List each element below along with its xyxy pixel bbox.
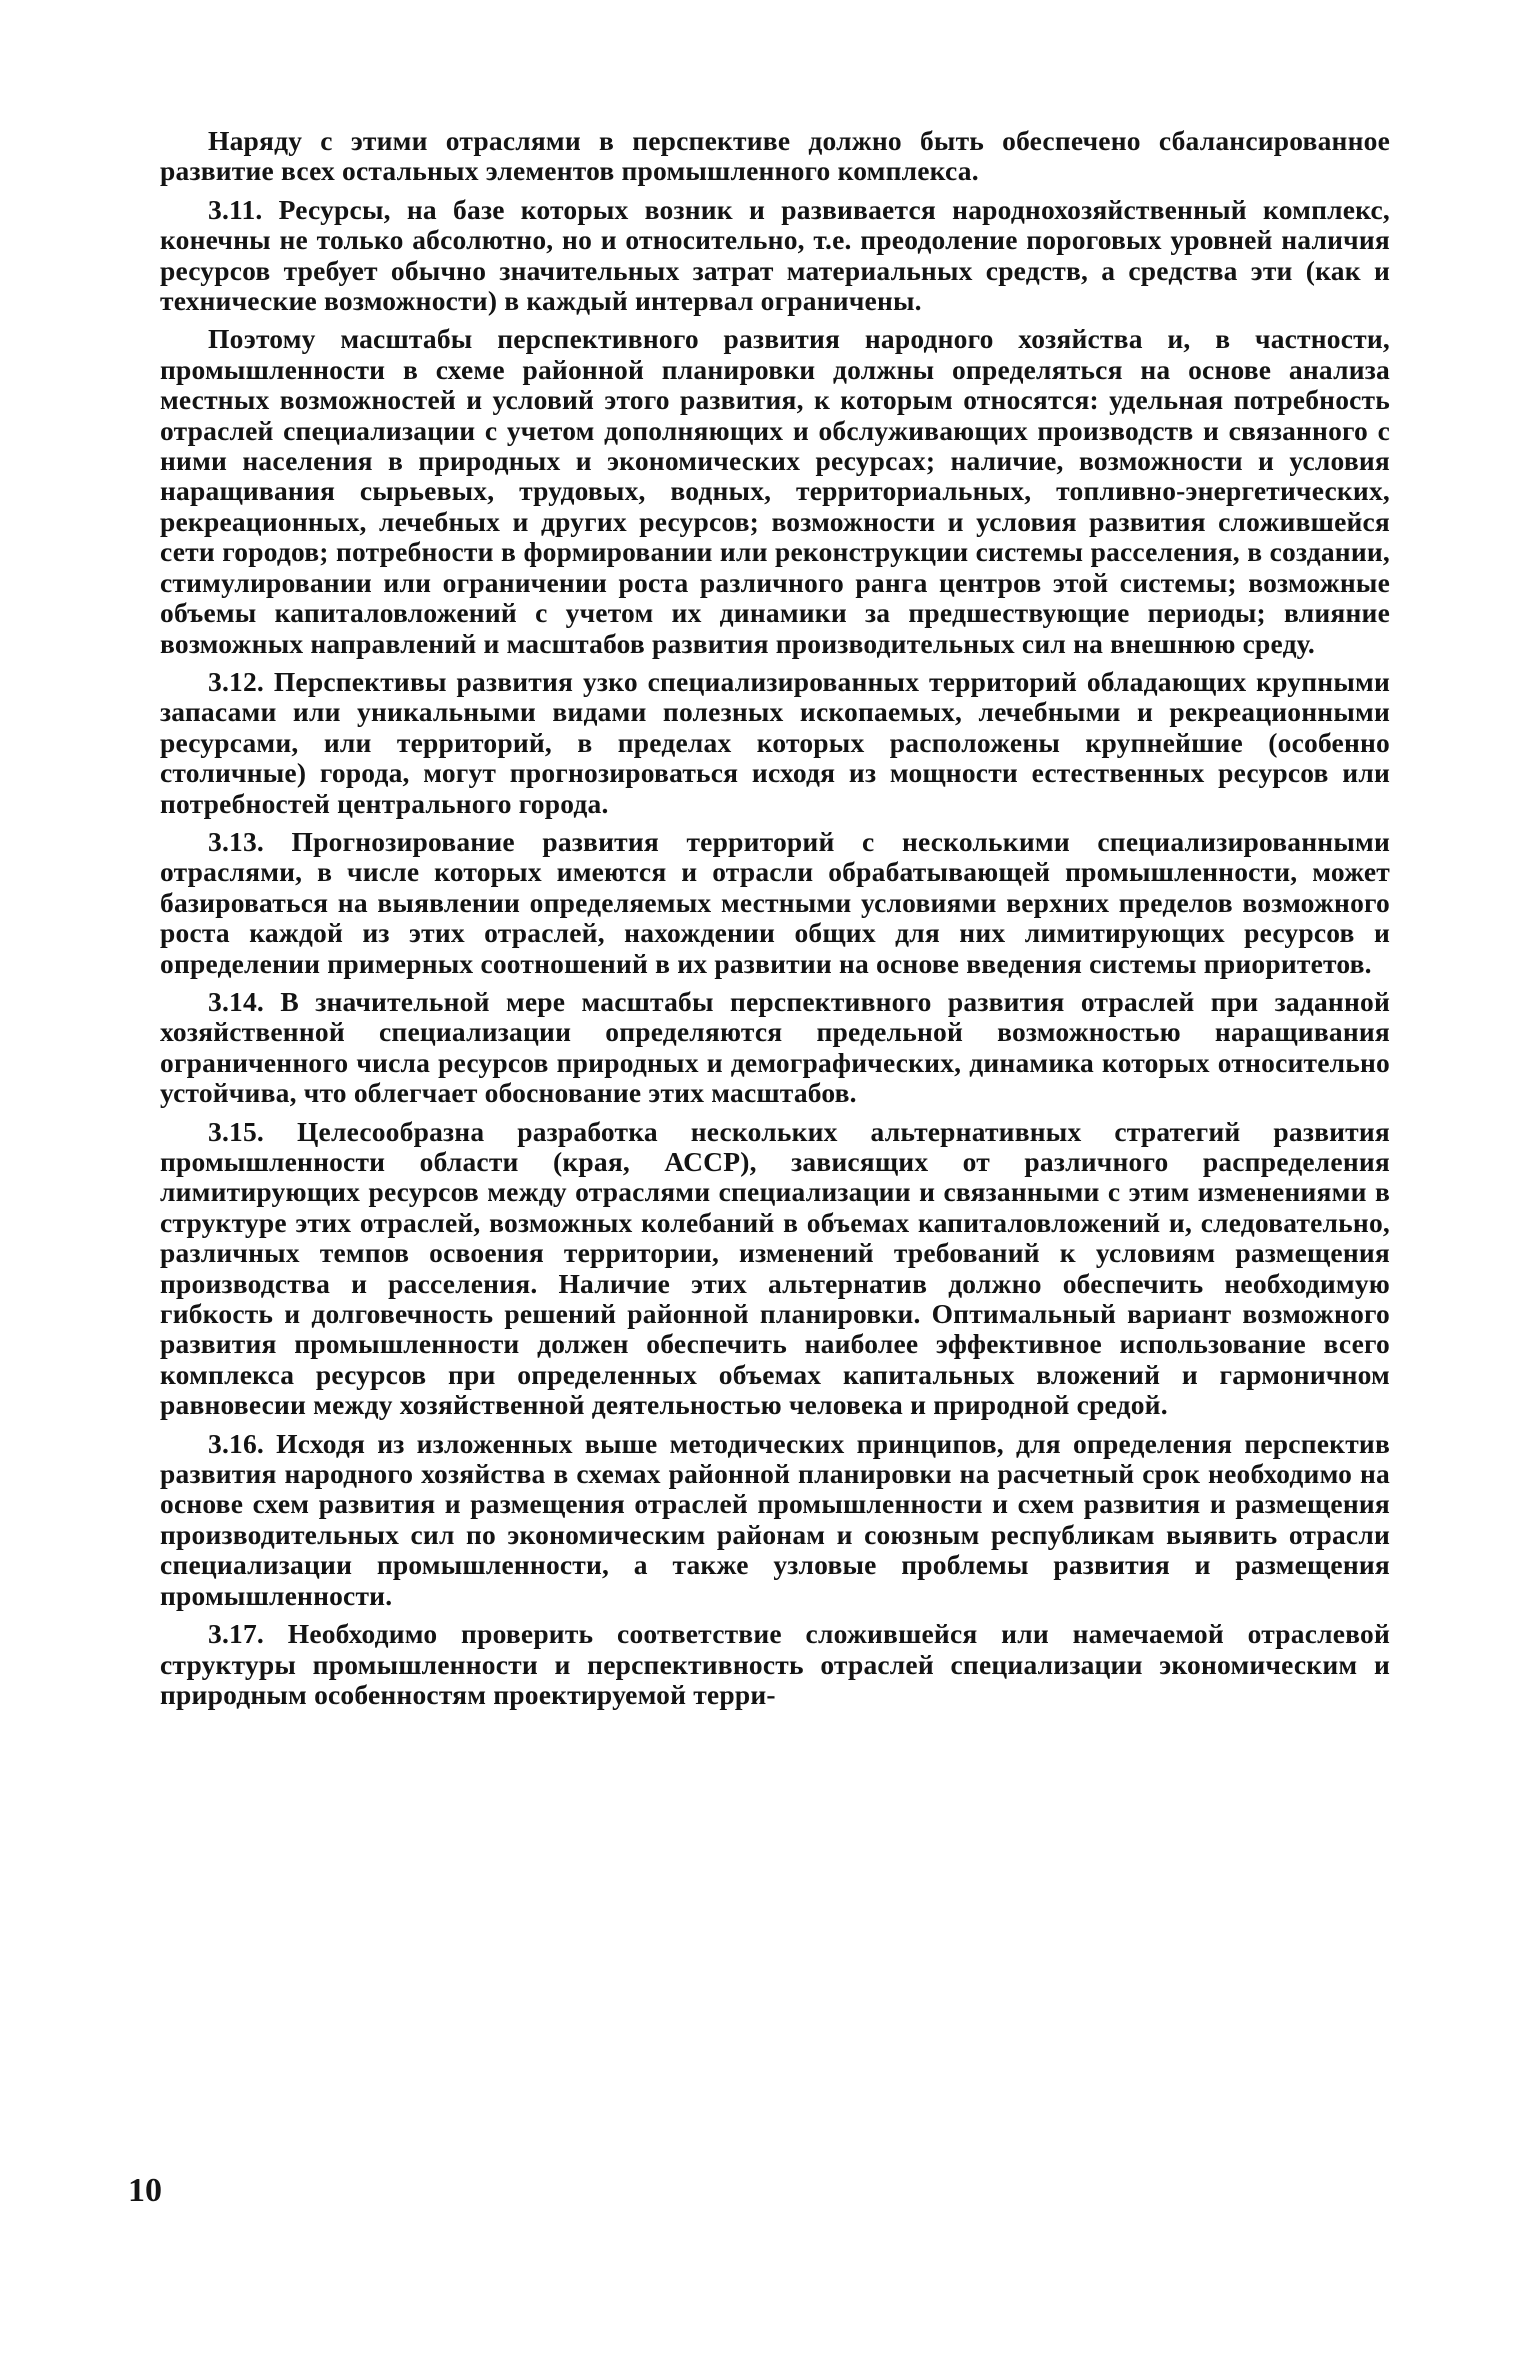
paragraph-3-14	[160, 987, 1390, 1109]
paragraph-3-15	[160, 1117, 1390, 1421]
paragraph-text: Исходя из изложенных выше методических принципов, для определения перспектив развития народного хозяйства в схемах районной планировки на расчетный срок необходимо на основе схем развития и размещения отраслей промышленности и схем развития и размещения производительных сил по экономическим районам и союзным республикам выявить отрасли специализации промышленности, а также узловые проблемы развития и размещения промышленности.	[160, 1427, 1391, 1611]
section-number: 3.13.	[208, 825, 264, 857]
paragraph-text: Целесообразна разработка нескольких альтернативных стратегий развития промышленности области (края, АССР), зависящих от различного распределения лимитирующих ресурсов между отраслями специализации и связанными с этим изменениями в структуре этих отраслей, возможных колебаний в объемах капиталовложений и, следовательно, различных темпов освоения территории, изменений требований к условиям размещения производства и расселения. Наличие этих альтернатив должно обеспечить необходимую гибкость и долговечность решений районной планировки. Оптимальный вариант возможного развития промышленности должен обеспечить наиболее эффективное использование всего комплекса ресурсов при определенных объемах капитальных вложений и гармоничном равновесии между хозяйственной деятельностью человека и природной средой.	[160, 1115, 1391, 1421]
section-number: 3.15.	[208, 1115, 264, 1147]
paragraph-text: Прогнозирование развития территорий с несколькими специализированными отраслями, в числе которых имеются и отрасли обрабатывающей промышленности, может базироваться на выявлении определяемых местными условиями верхних пределов возможного роста каждой из этих отраслей, нахождении общих для них лимитирующих ресурсов и определении примерных соотношений в их развитии на основе введения системы приоритетов.	[160, 825, 1390, 979]
paragraph	[160, 324, 1390, 658]
section-number: 3.12.	[208, 665, 264, 697]
paragraph-3-12	[160, 667, 1390, 819]
paragraph-3-13	[160, 827, 1390, 979]
paragraph-text: Необходимо проверить соответствие сложившейся или намечаемой отраслевой структуры промышленности и перспективность отраслей специализации экономическим и природным особенностям проектируемой терри-	[160, 1618, 1390, 1710]
paragraph-3-11	[160, 195, 1390, 317]
body-text	[160, 126, 1390, 1710]
section-number: 3.17.	[208, 1618, 264, 1650]
paragraph-3-16	[160, 1429, 1390, 1611]
section-number: 3.14.	[208, 985, 264, 1017]
paragraph-text: Ресурсы, на базе которых возник и развивается народнохозяйственный комплекс, конечны не только абсолютно, но и относительно, т.е. преодоление пороговых уровней наличия ресурсов требует обычно значительных затрат материальных средств, а средства эти (как и технические возможности) в каждый интервал ограничены.	[160, 193, 1390, 317]
section-number: 3.11.	[208, 193, 263, 225]
paragraph-text: Поэтому масштабы перспективного развития народного хозяйства и, в частности, промышленности в схеме районной планировки должны определяться на основе анализа местных возможностей и условий этого развития, к которым относятся: удельная потребность отраслей специализации с учетом дополняющих и обслуживающих производств и связанного с ними населения в природных и экономических ресурсах; наличие, возможности и условия наращивания сырьевых, трудовых, водных, территориальных, топливно-энергетических, рекреационных, лечебных и других ресурсов; возможности и условия развития сложившейся сети городов; потребности в формировании или реконструкции системы расселения, в создании, стимулировании или ограничении роста различного ранга центров этой системы; возможные объемы капиталовложений с учетом их динамики за предшествующие периоды; влияние возможных направлений и масштабов развития производительных сил на внешнюю среду.	[160, 323, 1390, 659]
paragraph-text: Перспективы развития узко специализированных территорий обладающих крупными запасами или уникальными видами полезных ископаемых, лечебными и рекреационными ресурсами, или территорий, в пределах которых расположены крупнейшие (особенно столичные) города, могут прогнозироваться исходя из мощности естественных ресурсов или потребностей центрального города.	[160, 665, 1390, 819]
paragraph-text: Наряду с этими отраслями в перспективе должно быть обеспечено сбалансированное развитие всех остальных элементов промышленного комплекса.	[160, 125, 1390, 187]
paragraph	[160, 126, 1390, 187]
page-number: 10	[128, 2172, 162, 2209]
paragraph-3-17	[160, 1619, 1390, 1710]
section-number: 3.16.	[208, 1427, 264, 1459]
paragraph-text: В значительной мере масштабы перспективного развития отраслей при заданной хозяйственной специализации определяются предельной возможностью наращивания ограниченного числа ресурсов природных и демографических, динамика которых относительно устойчива, что облегчает обоснование этих масштабов.	[160, 985, 1390, 1109]
